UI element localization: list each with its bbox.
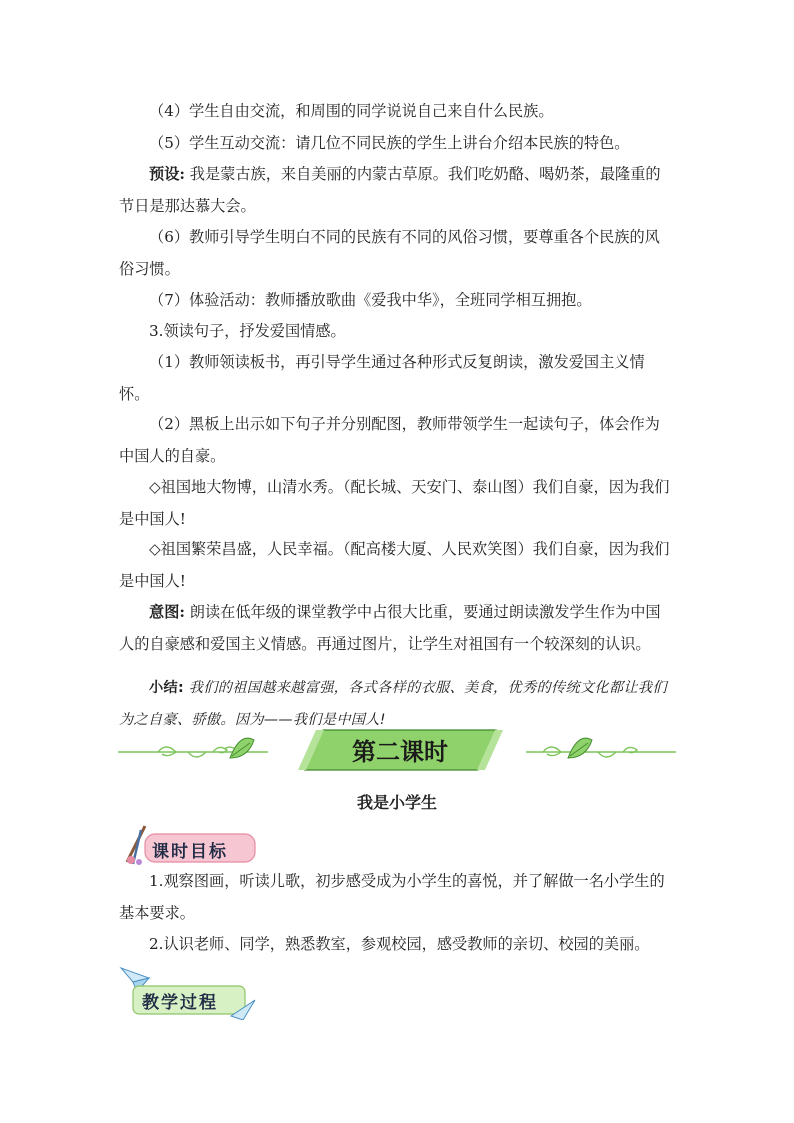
preset-text: 我是蒙古族，来自美丽的内蒙古草原。我们吃奶酪、喝奶茶，最隆重的节日是那达慕大会。 xyxy=(119,165,661,215)
intent-text: 朗读在低年级的课堂教学中占很大比重，要通过朗读激发学生作为中国人的自豪感和爱国主义情感。再通过图片，让学生对祖国有一个较深刻的认识。 xyxy=(119,603,661,653)
paragraph-intent xyxy=(119,597,675,660)
vine-left-icon xyxy=(118,738,268,758)
banner-title: 第二课时 xyxy=(352,738,448,766)
process-tag-label: 教学过程 xyxy=(142,993,218,1013)
paragraph-sentence-2: ◇祖国繁荣昌盛，人民幸福。（配高楼大厦、人民欢笑图）我们自豪，因为我们是中国人! xyxy=(119,540,670,590)
intent-label: 意图: xyxy=(149,603,185,621)
paintbrush-icon xyxy=(127,826,145,865)
paragraph-heading-3: 3.领读句子，抒发爱国情感。 xyxy=(149,322,346,340)
summary-label: 小结: xyxy=(149,680,184,697)
paragraph-step-5: （5）学生互动交流：请几位不同民族的学生上讲台介绍本民族的特色。 xyxy=(149,134,630,152)
paragraph-preset xyxy=(119,159,675,222)
paragraph-step-6: （6）教师引导学生明白不同的民族有不同的风俗习惯，要尊重各个民族的风俗习惯。 xyxy=(119,228,660,278)
vine-right-icon xyxy=(526,738,676,758)
paragraph-sub-1: （1）教师领读板书，再引导学生通过各种形式反复朗读，激发爱国主义情怀。 xyxy=(119,353,645,403)
objective-1: 1.观察图画，听读儿歌，初步感受成为小学生的喜悦，并了解做一名小学生的基本要求。 xyxy=(119,872,665,922)
lesson-subtitle: 我是小学生 xyxy=(356,793,437,812)
lesson-banner xyxy=(118,728,676,772)
summary-text: 我们的祖国越来越富强，各式各样的衣服、美食，优秀的传统文化都让我们为之自豪、骄傲。因为——我们是中国人! xyxy=(119,680,667,728)
paragraph-step-4: （4）学生自由交流，和周围的同学说说自己来自什么民族。 xyxy=(149,102,554,120)
preset-label: 预设: xyxy=(149,165,185,183)
objective-2: 2.认识老师、同学，熟悉教室，参观校园，感受教师的亲切、校园的美丽。 xyxy=(149,935,650,953)
objectives-tag-label: 课时目标 xyxy=(152,842,228,862)
paragraph-step-7: （7）体验活动：教师播放歌曲《爱我中华》，全班同学相互拥抱。 xyxy=(149,291,592,309)
paragraph-sentence-1: ◇祖国地大物博，山清水秀。（配长城、天安门、泰山图）我们自豪，因为我们是中国人! xyxy=(119,478,670,528)
paragraph-sub-2: （2）黑板上出示如下句子并分别配图，教师带领学生一起读句子，体会作为中国人的自豪。 xyxy=(119,415,660,465)
paragraph-summary xyxy=(119,673,675,736)
